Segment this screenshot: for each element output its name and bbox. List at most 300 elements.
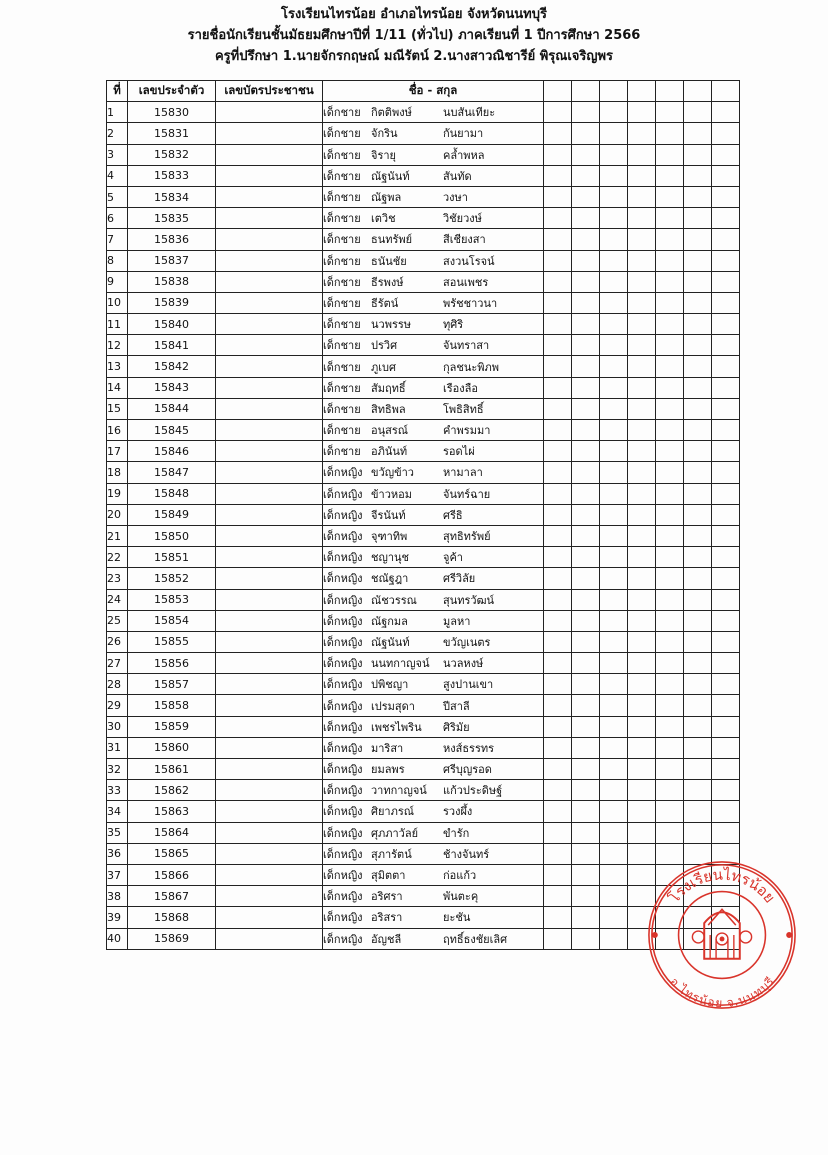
name-prefix: เด็กหญิง [323,826,363,840]
name-prefix: เด็กหญิง [323,678,363,692]
name-prefix: เด็กหญิง [323,508,363,522]
last-name: ขำรัก [443,826,470,840]
last-name: แก้วประดิษฐ์ [443,784,503,798]
blank-cell [684,653,712,674]
first-name: จีรนันท์ [371,508,406,522]
blank-cell [572,504,600,525]
blank-cell [600,928,628,949]
citizen-id-cell [216,716,323,737]
blank-cell [572,292,600,313]
name-prefix: เด็กหญิง [323,932,363,946]
blank-cell [656,186,684,207]
student-id-cell: 15851 [128,547,216,568]
seal-text-bottom: อ.ไทรน้อย จ.นนทบุรี [667,974,778,1011]
row-number-cell: 17 [107,441,128,462]
blank-cell [544,822,572,843]
first-name: ชญานุช [371,551,410,565]
blank-cell [628,801,656,822]
blank-cell [656,610,684,631]
full-name-cell [323,144,544,165]
name-prefix: เด็กหญิง [323,720,363,734]
citizen-id-cell [216,886,323,907]
citizen-id-cell [216,314,323,335]
blank-cell [600,420,628,441]
row-number-cell: 4 [107,165,128,186]
row-number-cell: 16 [107,420,128,441]
blank-cell [600,165,628,186]
full-name-cell [323,695,544,716]
full-name-cell [323,229,544,250]
student-id-cell: 15830 [128,102,216,123]
table-row [107,822,740,843]
blank-cell [600,144,628,165]
row-number-cell: 13 [107,356,128,377]
blank-cell [572,102,600,123]
first-name: ณัฐกมล [371,614,408,628]
name-prefix: เด็กชาย [323,127,361,141]
table-row [107,462,740,483]
blank-cell [572,886,600,907]
blank-cell [544,716,572,737]
seal-text-top: โรงเรียนไทรน้อย [665,866,779,907]
name-prefix: เด็กหญิง [323,466,363,480]
full-name-cell [323,886,544,907]
full-name-cell [323,102,544,123]
blank-cell [572,441,600,462]
blank-cell [600,759,628,780]
first-name: ธีรัตน์ [371,296,399,310]
name-prefix: เด็กหญิง [323,530,363,544]
student-id-cell: 15837 [128,250,216,271]
blank-cell [712,695,740,716]
seal-emblem [692,909,751,958]
full-name-cell [323,398,544,419]
table-row [107,292,740,313]
blank-cell [628,165,656,186]
citizen-id-cell [216,568,323,589]
blank-cell [656,568,684,589]
last-name: โพธิสิทธิ์ [443,402,484,416]
student-id-cell: 15857 [128,674,216,695]
table-row [107,165,740,186]
first-name: ธนันชัย [371,254,407,268]
full-name-cell [323,780,544,801]
table-row [107,398,740,419]
first-name: นนทกาญจน์ [371,657,430,671]
blank-cell [572,229,600,250]
citizen-id-cell [216,462,323,483]
blank-cell [600,822,628,843]
row-number-cell: 33 [107,780,128,801]
last-name: พรัชชาวนา [443,296,498,310]
citizen-id-cell [216,759,323,780]
name-prefix: เด็กชาย [323,424,361,438]
blank-cell [544,568,572,589]
blank-cell [572,420,600,441]
blank-cell [656,547,684,568]
row-number-cell: 38 [107,886,128,907]
blank-cell [600,737,628,758]
blank-cell [712,759,740,780]
row-number-cell: 32 [107,759,128,780]
blank-cell [712,314,740,335]
citizen-id-cell [216,780,323,801]
last-name: ยะชัน [443,911,471,925]
blank-cell [572,398,600,419]
table-row [107,123,740,144]
name-prefix: เด็กชาย [323,106,361,120]
blank-cell [544,250,572,271]
table-row [107,653,740,674]
citizen-id-cell [216,843,323,864]
blank-column-header [684,81,712,102]
blank-cell [684,504,712,525]
blank-cell [600,864,628,885]
row-number-cell: 2 [107,123,128,144]
blank-cell [628,144,656,165]
citizen-id-cell [216,250,323,271]
blank-cell [684,441,712,462]
full-name-cell [323,864,544,885]
last-name: หามาลา [443,466,483,480]
blank-cell [600,335,628,356]
full-name-cell [323,843,544,864]
blank-cell [684,716,712,737]
blank-cell [712,335,740,356]
name-prefix: เด็กชาย [323,339,361,353]
blank-cell [712,356,740,377]
blank-column-header [572,81,600,102]
first-name: ข้าวหอม [371,487,412,501]
student-id-cell: 15842 [128,356,216,377]
student-id-cell: 15849 [128,504,216,525]
school-title: โรงเรียนไทรน้อย อำเภอไทรน้อย จังหวัดนนทบุรี [281,7,547,22]
student-id-cell: 15839 [128,292,216,313]
blank-cell [600,610,628,631]
column-header-student-id: เลขประจำตัว [128,81,216,102]
first-name: สิทธิพล [371,402,406,416]
full-name-cell [323,271,544,292]
blank-cell [656,716,684,737]
blank-cell [656,822,684,843]
blank-cell [656,335,684,356]
table-row [107,695,740,716]
blank-cell [656,653,684,674]
blank-cell [712,568,740,589]
name-prefix: เด็กหญิง [323,699,363,713]
table-row [107,144,740,165]
table-row [107,674,740,695]
blank-cell [712,525,740,546]
blank-cell [628,589,656,610]
blank-cell [628,123,656,144]
blank-cell [684,420,712,441]
row-number-cell: 19 [107,483,128,504]
blank-cell [684,462,712,483]
student-id-cell: 15831 [128,123,216,144]
full-name-cell [323,377,544,398]
blank-cell [712,292,740,313]
student-id-cell: 15847 [128,462,216,483]
first-name: สัมฤทธิ์ [371,381,406,395]
blank-cell [628,525,656,546]
student-id-cell: 15861 [128,759,216,780]
last-name: เรืองลือ [443,381,478,395]
blank-cell [656,165,684,186]
blank-cell [684,165,712,186]
blank-cell [544,165,572,186]
row-number-cell: 20 [107,504,128,525]
blank-cell [572,780,600,801]
citizen-id-cell [216,398,323,419]
blank-cell [712,801,740,822]
name-prefix: เด็กชาย [323,296,361,310]
blank-cell [684,229,712,250]
table-row [107,229,740,250]
blank-cell [628,441,656,462]
full-name-cell [323,314,544,335]
full-name-cell [323,335,544,356]
first-name: อริศรา [371,890,403,904]
blank-cell [572,356,600,377]
blank-cell [572,653,600,674]
name-prefix: เด็กหญิง [323,593,363,607]
row-number-cell: 15 [107,398,128,419]
first-name: ภูเบศ [371,360,396,374]
blank-cell [684,631,712,652]
blank-cell [572,123,600,144]
blank-cell [656,208,684,229]
row-number-cell: 14 [107,377,128,398]
last-name: สีเชียงสา [443,233,486,247]
blank-cell [544,420,572,441]
student-id-cell: 15844 [128,398,216,419]
table-header-row [107,81,740,102]
table-row [107,737,740,758]
blank-cell [712,123,740,144]
row-number-cell: 37 [107,864,128,885]
blank-cell [712,420,740,441]
blank-cell [628,271,656,292]
blank-cell [712,186,740,207]
student-id-cell: 15845 [128,420,216,441]
blank-cell [656,271,684,292]
name-prefix: เด็กหญิง [323,635,363,649]
blank-cell [600,250,628,271]
full-name-cell [323,568,544,589]
blank-cell [684,695,712,716]
blank-cell [628,335,656,356]
last-name: สูงปานเขา [443,678,494,692]
blank-cell [712,780,740,801]
blank-cell [656,250,684,271]
first-name: ขวัญข้าว [371,466,414,480]
blank-cell [600,102,628,123]
blank-cell [572,165,600,186]
blank-cell [628,462,656,483]
blank-cell [544,610,572,631]
blank-cell [684,801,712,822]
blank-cell [572,907,600,928]
first-name: มาริสา [371,741,404,755]
table-row [107,525,740,546]
blank-cell [544,525,572,546]
full-name-cell [323,759,544,780]
name-prefix: เด็กหญิง [323,890,363,904]
table-row [107,547,740,568]
student-id-cell: 15856 [128,653,216,674]
first-name: ศุภภาวัลย์ [371,826,419,840]
last-name: สอนเพชร [443,275,489,289]
blank-cell [656,356,684,377]
blank-cell [600,653,628,674]
blank-cell [544,504,572,525]
blank-cell [656,420,684,441]
full-name-cell [323,801,544,822]
blank-cell [712,271,740,292]
first-name: วาทกาญจน์ [371,784,427,798]
first-name: จักริน [371,127,398,141]
full-name-cell [323,822,544,843]
blank-cell [628,653,656,674]
citizen-id-cell [216,525,323,546]
blank-cell [712,144,740,165]
column-header-no: ที่ [107,81,128,102]
table-row [107,314,740,335]
last-name: สุทธิทรัพย์ [443,530,491,544]
last-name: วิชัยวงษ์ [443,212,482,226]
table-row [107,780,740,801]
full-name-cell [323,716,544,737]
blank-cell [628,547,656,568]
name-prefix: เด็กชาย [323,254,361,268]
blank-cell [684,102,712,123]
student-id-cell: 15867 [128,886,216,907]
table-row [107,208,740,229]
blank-cell [544,907,572,928]
blank-cell [572,547,600,568]
blank-cell [712,504,740,525]
row-number-cell: 10 [107,292,128,313]
name-prefix: เด็กหญิง [323,805,363,819]
blank-cell [544,843,572,864]
blank-cell [684,780,712,801]
first-name: กิตติพงษ์ [371,106,412,120]
blank-cell [628,420,656,441]
blank-cell [656,631,684,652]
blank-cell [656,674,684,695]
first-name: สุภารัตน์ [371,847,412,861]
citizen-id-cell [216,356,323,377]
blank-cell [656,737,684,758]
blank-cell [656,589,684,610]
blank-cell [544,631,572,652]
citizen-id-cell [216,335,323,356]
blank-cell [684,398,712,419]
blank-cell [600,462,628,483]
row-number-cell: 28 [107,674,128,695]
student-id-cell: 15868 [128,907,216,928]
blank-cell [628,780,656,801]
blank-cell [628,356,656,377]
citizen-id-cell [216,123,323,144]
blank-cell [628,822,656,843]
student-id-cell: 15863 [128,801,216,822]
blank-column-header [656,81,684,102]
name-prefix: เด็กหญิง [323,741,363,755]
blank-cell [572,801,600,822]
student-id-cell: 15843 [128,377,216,398]
blank-cell [628,483,656,504]
blank-cell [712,398,740,419]
blank-cell [544,737,572,758]
blank-column-header [712,81,740,102]
last-name: ทุศิริ [443,318,464,332]
full-name-cell [323,674,544,695]
row-number-cell: 23 [107,568,128,589]
blank-cell [712,165,740,186]
blank-cell [600,525,628,546]
blank-cell [544,759,572,780]
row-number-cell: 9 [107,271,128,292]
table-row [107,377,740,398]
full-name-cell [323,653,544,674]
blank-cell [628,292,656,313]
student-id-cell: 15869 [128,928,216,949]
first-name: ศิยาภรณ์ [371,805,414,819]
blank-cell [544,589,572,610]
blank-cell [572,335,600,356]
student-id-cell: 15840 [128,314,216,335]
blank-cell [684,483,712,504]
last-name: สุนทรวัฒน์ [443,593,495,607]
first-name: ปพิชญา [371,678,409,692]
first-name: เปรมสุดา [371,699,415,713]
row-number-cell: 18 [107,462,128,483]
blank-cell [572,716,600,737]
row-number-cell: 8 [107,250,128,271]
citizen-id-cell [216,864,323,885]
row-number-cell: 12 [107,335,128,356]
blank-cell [600,356,628,377]
citizen-id-cell [216,420,323,441]
blank-cell [544,547,572,568]
row-number-cell: 22 [107,547,128,568]
student-id-cell: 15833 [128,165,216,186]
full-name-cell [323,123,544,144]
blank-cell [600,398,628,419]
first-name: ณัฐนันท์ [371,635,410,649]
blank-cell [684,822,712,843]
last-name: วงษา [443,191,468,205]
table-row [107,271,740,292]
first-name: ธนทรัพย์ [371,233,413,247]
blank-cell [544,462,572,483]
blank-cell [656,780,684,801]
row-number-cell: 6 [107,208,128,229]
student-id-cell: 15848 [128,483,216,504]
student-id-cell: 15846 [128,441,216,462]
name-prefix: เด็กชาย [323,402,361,416]
blank-cell [544,208,572,229]
blank-cell [572,864,600,885]
blank-cell [628,398,656,419]
row-number-cell: 36 [107,843,128,864]
student-id-cell: 15835 [128,208,216,229]
column-header-full-name: ชื่อ - สกุล [323,81,544,102]
last-name: ศรีบุญรอด [443,763,492,777]
row-number-cell: 7 [107,229,128,250]
